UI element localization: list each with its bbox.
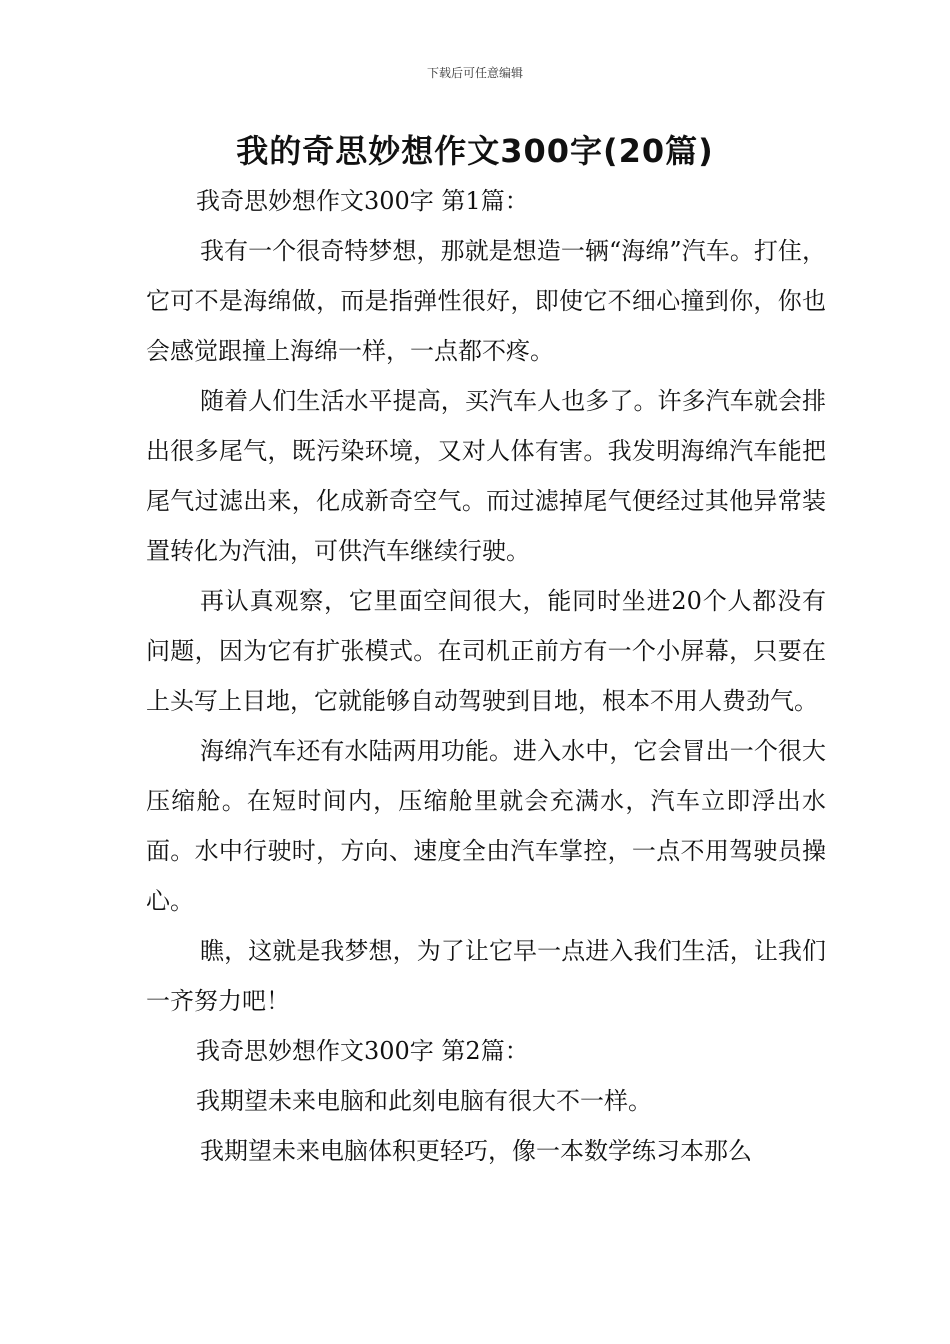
paragraph: 我期望未来电脑和此刻电脑有很大不一样。 (196, 1087, 652, 1115)
section-heading: 我奇思妙想作文300字 第1篇： (196, 187, 529, 215)
paragraph: 随着人们生活水平提高，买汽车人也多了。许多汽车就会排出很多尾气，既污染环境，又对人体有害。我发明海绵汽车能把尾气过滤出来，化成新奇空气。而过滤掉尾气便经过其他异常装置转化为汽油，可供汽车继续行驶。 (146, 387, 826, 565)
paragraph: 再认真观察，它里面空间很大，能同时坐进20个人都没有问题，因为它有扩张模式。在司机正前方有一个小屏幕，只要在上头写上目地，它就能够自动驾驶到目地，根本不用人费劲气。 (146, 587, 826, 715)
paragraph: 海绵汽车还有水陆两用功能。进入水中，它会冒出一个很大压缩舱。在短时间内，压缩舱里就会充满水，汽车立即浮出水面。水中行驶时，方向、速度全由汽车掌控，一点不用驾驶员操心。 (146, 737, 826, 915)
section-heading: 我奇思妙想作文300字 第2篇： (196, 1037, 529, 1065)
header-note: 下载后可任意编辑 (426, 66, 523, 80)
paragraph: 我期望未来电脑体积更轻巧，像一本数学练习本那么 (200, 1137, 752, 1165)
document-title: 我的奇思妙想作文300字(20篇) (236, 132, 714, 170)
paragraph: 我有一个很奇特梦想，那就是想造一辆“海绵”汽车。打住，它可不是海绵做，而是指弹性很好，即使它不细心撞到你，你也会感觉跟撞上海绵一样，一点都不疼。 (146, 237, 826, 365)
document-body (146, 176, 826, 1176)
paragraph: 瞧，这就是我梦想，为了让它早一点进入我们生活，让我们一齐努力吧！ (146, 937, 826, 1015)
